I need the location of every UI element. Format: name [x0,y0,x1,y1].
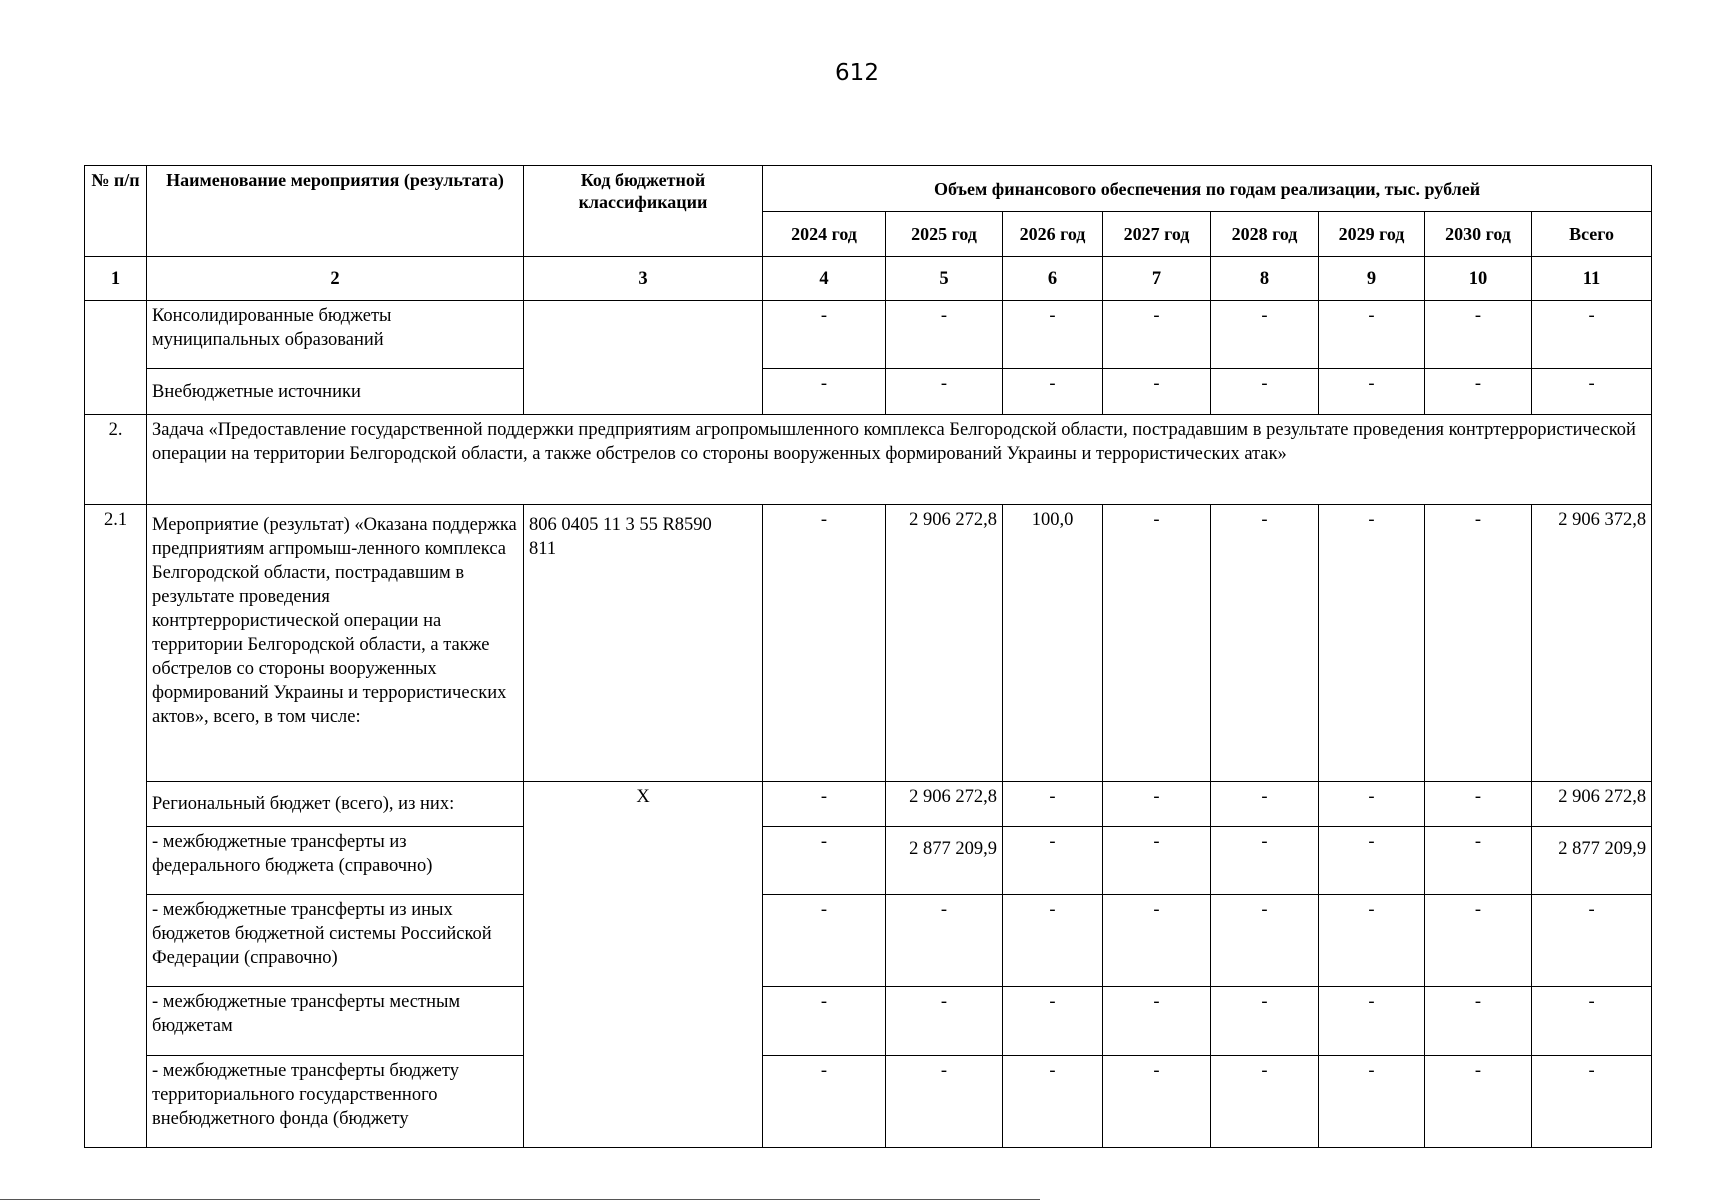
column-number: 6 [1003,257,1103,301]
row-value: - [886,369,1003,415]
row-value: - [1532,1056,1652,1148]
row-value: - [1103,1056,1211,1148]
row-value: - [1319,895,1425,987]
column-number: 3 [524,257,763,301]
row-value: - [1211,1056,1319,1148]
column-number: 11 [1532,257,1652,301]
row-value: - [1425,827,1532,895]
row-value: - [763,301,886,369]
column-number: 8 [1211,257,1319,301]
activity-value: - [1425,505,1532,782]
row-value: - [1103,987,1211,1056]
column-number: 1 [85,257,147,301]
activity-code-line: 811 [529,539,557,559]
row-value: - [1003,1056,1103,1148]
row-value: - [1319,301,1425,369]
row-value: - [763,782,886,827]
row-value: - [886,895,1003,987]
column-number: 2 [147,257,524,301]
column-number: 5 [886,257,1003,301]
activity-value: - [1319,505,1425,782]
header-year: 2027 год [1103,212,1211,257]
row-value: - [1425,895,1532,987]
table-row [85,301,1652,369]
header-name: Наименование мероприятия (результата) [147,166,524,257]
row-name: Внебюджетные источники [147,369,524,415]
row-value: - [763,827,886,895]
row-value: - [763,369,886,415]
row-name: - межбюджетные трансферты из федерального бюджета (справочно) [147,827,524,895]
column-number: 9 [1319,257,1425,301]
row-value: - [886,987,1003,1056]
column-number-row [85,257,1652,301]
column-number: 10 [1425,257,1532,301]
row-value: 2 906 272,8 [1532,782,1652,827]
activity-name: Мероприятие (результат) «Оказана поддержка предприятиям агпромыш-ленного комплекса Белгородской области, пострадавшим в результате проведения контртеррористической операции на территории Белгородской области, а также обстрелов со стороны вооруженных формирований Украины и террористических актов», всего, в том числе: [147,505,524,782]
row-value: 2 877 209,9 [1532,827,1652,895]
code-x-mark: Х [524,782,763,1148]
table-row [85,987,1652,1056]
header-year: 2029 год [1319,212,1425,257]
activity-value: - [1103,505,1211,782]
row-value: - [1425,782,1532,827]
task-index: 2. [85,415,147,505]
header-year: 2026 год [1003,212,1103,257]
row-name: - межбюджетные трансферты бюджету территориального государственного внебюджетного фонда (бюджету [147,1056,524,1148]
row-value: - [1211,895,1319,987]
header-financing-group: Объем финансового обеспечения по годам реализации, тыс. рублей [763,166,1652,212]
activity-value: 2 906 272,8 [886,505,1003,782]
column-number: 7 [1103,257,1211,301]
header-total: Всего [1532,212,1652,257]
table-row [85,1056,1652,1148]
table-row [85,895,1652,987]
header-year: 2024 год [763,212,886,257]
row-value: - [1003,987,1103,1056]
table-row [85,369,1652,415]
row-value: - [763,987,886,1056]
row-value: - [1211,827,1319,895]
header-code: Код бюджетной классификации [524,166,763,257]
row-value: - [1319,827,1425,895]
row-value: - [1425,301,1532,369]
row-value: - [1103,895,1211,987]
row-value: - [1319,1056,1425,1148]
header-year: 2025 год [886,212,1003,257]
row-value: - [1425,987,1532,1056]
row-value: 2 906 272,8 [886,782,1003,827]
financing-table [84,165,1652,1148]
row-value: 2 877 209,9 [886,827,1003,895]
task-text: Задача «Предоставление государственной поддержки предприятиям агропромышленного комплекса Белгородской области, пострадавшим в результате проведения контртеррористической операции на территории Белгородской области, а также обстрелов со стороны вооруженных формирований Украины и террористических атак» [147,415,1652,505]
row-value: - [1532,301,1652,369]
row-value: - [1103,782,1211,827]
header-year: 2030 год [1425,212,1532,257]
activity-value: - [763,505,886,782]
table-header-row [85,166,1652,212]
row-value: - [1425,369,1532,415]
page-number: 612 [835,60,879,86]
row-value: - [886,1056,1003,1148]
row-value: - [1532,987,1652,1056]
row-value: - [1425,1056,1532,1148]
row-value: - [1319,987,1425,1056]
row-name: - межбюджетные трансферты из иных бюджетов бюджетной системы Российской Федерации (справочно) [147,895,524,987]
activity-value: - [1211,505,1319,782]
activity-index: 2.1 [85,505,147,1148]
row-value: - [1211,987,1319,1056]
row-value: - [763,1056,886,1148]
row-name: Региональный бюджет (всего), из них: [147,782,524,827]
activity-value: 100,0 [1003,505,1103,782]
row-value: - [1532,895,1652,987]
row-name: - межбюджетные трансферты местным бюджетам [147,987,524,1056]
row-value: - [1319,369,1425,415]
row-code-empty [524,301,763,415]
row-value: - [1532,369,1652,415]
row-value: - [1319,782,1425,827]
row-value: - [1003,369,1103,415]
activity-code-line: 806 0405 11 3 55 R8590 [529,515,712,535]
row-value: - [763,895,886,987]
row-value: - [1211,369,1319,415]
activity-row [85,505,1652,782]
row-value: - [1103,369,1211,415]
row-value: - [1103,301,1211,369]
row-value: - [886,301,1003,369]
activity-value: 2 906 372,8 [1532,505,1652,782]
task-row [85,415,1652,505]
row-value: - [1003,301,1103,369]
row-value: - [1003,895,1103,987]
column-number: 4 [763,257,886,301]
table-row [85,782,1652,827]
row-value: - [1103,827,1211,895]
header-year: 2028 год [1211,212,1319,257]
row-value: - [1003,827,1103,895]
row-name: Консолидированные бюджеты муниципальных образований [147,301,524,369]
row-index-empty [85,301,147,415]
row-value: - [1003,782,1103,827]
table-row [85,827,1652,895]
header-number: № п/п [85,166,147,257]
row-value: - [1211,301,1319,369]
activity-code [524,505,763,782]
row-value: - [1211,782,1319,827]
